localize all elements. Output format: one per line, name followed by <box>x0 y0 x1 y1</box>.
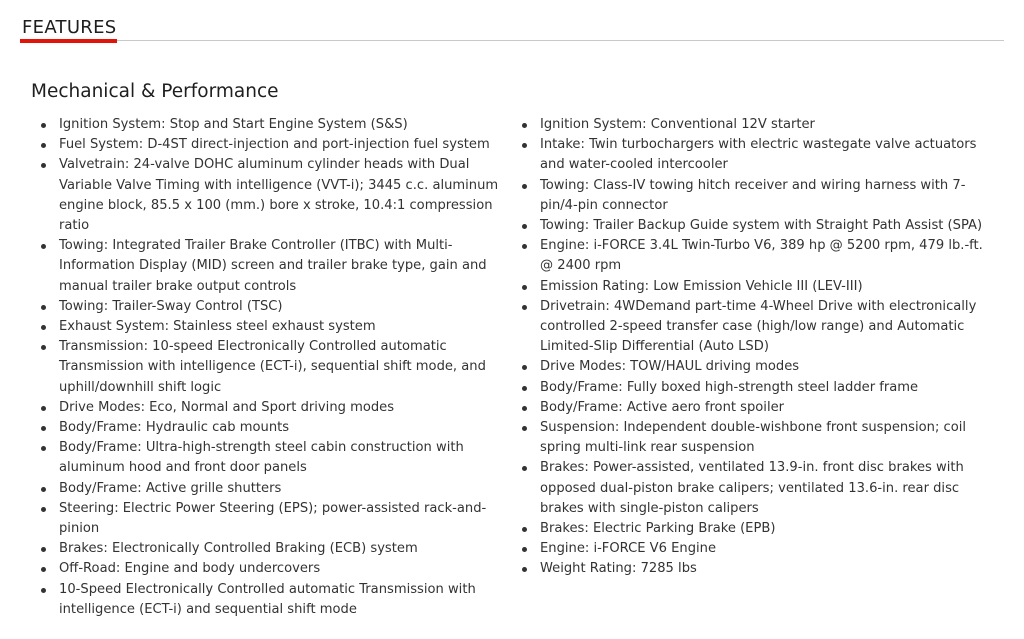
feature-text: Drive Modes: Eco, Normal and Sport driving modes <box>59 399 395 415</box>
bullet-dot-icon <box>41 487 46 492</box>
feature-text: Drive Modes: TOW/HAUL driving modes <box>540 359 800 375</box>
feature-list-item <box>521 297 993 358</box>
feature-text: Fuel System: D-4ST direct-injection and port-injection fuel system <box>59 137 490 153</box>
feature-text: Brakes: Power-assisted, ventilated 13.9-in. front disc brakes with opposed dual-piston brake calipers; ventilated 13.6-in. rear disc brakes with single-piston calipers <box>540 460 964 516</box>
feature-text: 10-Speed Electronically Controlled automatic Transmission with intelligence (ECT-i) and sequential shift mode <box>59 581 476 617</box>
bullet-dot-icon <box>41 123 46 128</box>
bullet-dot-icon <box>41 406 46 411</box>
feature-text: Body/Frame: Active grille shutters <box>59 480 282 496</box>
feature-list-item <box>521 357 993 377</box>
feature-list-item <box>521 277 993 297</box>
feature-list-item <box>40 539 512 559</box>
feature-text: Weight Rating: 7285 lbs <box>540 561 697 577</box>
feature-text: Body/Frame: Fully boxed high-strength steel ladder frame <box>540 379 919 395</box>
bullet-dot-icon <box>41 588 46 593</box>
bullet-dot-icon <box>522 466 527 471</box>
bullet-dot-icon <box>522 567 527 572</box>
feature-text: Brakes: Electric Parking Brake (EPB) <box>540 521 776 537</box>
features-title: FEATURES <box>22 17 117 38</box>
bullet-dot-icon <box>41 143 46 148</box>
feature-list-item <box>521 519 993 539</box>
feature-text: Engine: i-FORCE 3.4L Twin-Turbo V6, 389 hp @ 5200 rpm, 479 lb.-ft. @ 2400 rpm <box>540 238 983 274</box>
bullet-dot-icon <box>522 224 527 229</box>
bullet-dot-icon <box>522 184 527 189</box>
feature-list-item <box>40 236 512 297</box>
bullet-dot-icon <box>41 345 46 350</box>
bullet-dot-icon <box>41 325 46 330</box>
feature-text: Suspension: Independent double-wishbone front suspension; coil spring multi-link rear suspension <box>540 420 967 456</box>
feature-text: Towing: Integrated Trailer Brake Controller (ITBC) with Multi-Information Display (MID) screen and trailer brake type, gain and manual trailer brake output controls <box>59 238 487 294</box>
feature-list-item <box>521 559 993 579</box>
feature-list-item <box>40 155 512 236</box>
bullet-dot-icon <box>522 406 527 411</box>
feature-text: Steering: Electric Power Steering (EPS); power-assisted rack-and-pinion <box>59 500 487 537</box>
feature-text: Off-Road: Engine and body undercovers <box>59 561 321 577</box>
feature-list-item <box>40 418 512 438</box>
feature-list-item <box>521 539 993 559</box>
features-header <box>20 17 1004 46</box>
feature-text: Towing: Trailer-Sway Control (TSC) <box>59 298 283 314</box>
feature-text: Drivetrain: 4WDemand part-time 4-Wheel Drive with electronically controlled 2-speed transfer case (high/low range) and Automatic Limited-Slip Differential (Auto LSD) <box>540 298 977 355</box>
features-list-right <box>521 115 993 580</box>
feature-text: Ignition System: Stop and Start Engine System (S&S) <box>59 117 408 132</box>
feature-list-item <box>521 236 993 276</box>
feature-list-item <box>521 176 993 216</box>
bullet-dot-icon <box>522 123 527 128</box>
feature-text: Towing: Class-IV towing hitch receiver and wiring harness with 7-pin/4-pin connector <box>540 177 966 213</box>
feature-list-item <box>521 418 993 458</box>
feature-list-item <box>521 398 993 418</box>
bullet-dot-icon <box>522 285 527 290</box>
features-list-left <box>40 115 512 620</box>
feature-text: Transmission: 10-speed Electronically Controlled automatic Transmission with intelligence (ECT-i), sequential shift mode, and uphill/downhill shift logic <box>59 339 486 395</box>
bullet-dot-icon <box>522 547 527 552</box>
feature-text: Ignition System: Conventional 12V starter <box>540 117 815 132</box>
feature-list-item <box>521 458 993 519</box>
section-title: Mechanical & Performance <box>31 81 279 102</box>
bullet-dot-icon <box>41 507 46 512</box>
bullet-dot-icon <box>522 527 527 532</box>
bullet-dot-icon <box>41 244 46 249</box>
bullet-dot-icon <box>41 426 46 431</box>
feature-list-item <box>40 297 512 317</box>
bullet-dot-icon <box>41 567 46 572</box>
bullet-dot-icon <box>522 365 527 370</box>
feature-list-item <box>40 559 512 579</box>
feature-text: Towing: Trailer Backup Guide system with Straight Path Assist (SPA) <box>540 218 983 234</box>
bullet-dot-icon <box>522 305 527 310</box>
bullet-dot-icon <box>522 426 527 431</box>
feature-list-item <box>40 398 512 418</box>
feature-list-item <box>521 135 993 175</box>
bullet-dot-icon <box>41 446 46 451</box>
bullet-dot-icon <box>41 547 46 552</box>
bullet-dot-icon <box>41 305 46 310</box>
feature-text: Brakes: Electronically Controlled Braking (ECB) system <box>59 541 418 557</box>
feature-list-item <box>40 438 512 478</box>
feature-list-item <box>521 115 993 135</box>
feature-list-item <box>521 216 993 236</box>
feature-text: Exhaust System: Stainless steel exhaust system <box>59 319 376 335</box>
feature-list-item <box>40 317 512 337</box>
feature-text: Body/Frame: Hydraulic cab mounts <box>59 420 290 436</box>
bullet-dot-icon <box>41 163 46 168</box>
feature-text: Body/Frame: Ultra-high-strength steel cabin construction with aluminum hood and front door panels <box>59 440 464 476</box>
feature-text: Intake: Twin turbochargers with electric wastegate valve actuators and water-cooled intercooler <box>540 137 977 173</box>
feature-text: Valvetrain: 24-valve DOHC aluminum cylinder heads with Dual Variable Valve Timing with intelligence (VVT-i); 3445 c.c. aluminum engine block, 85.5 x 100 (mm.) bore x stroke, 10.4:1 compression ratio <box>59 157 499 234</box>
feature-list-item <box>40 479 512 499</box>
bullet-dot-icon <box>522 386 527 391</box>
feature-list-item <box>40 337 512 398</box>
header-divider <box>20 40 1004 41</box>
feature-list-item <box>40 135 512 155</box>
feature-text: Body/Frame: Active aero front spoiler <box>540 399 785 415</box>
feature-list-item <box>40 499 512 539</box>
feature-text: Emission Rating: Low Emission Vehicle III (LEV-III) <box>540 278 863 294</box>
bullet-dot-icon <box>522 143 527 148</box>
feature-list-item <box>521 378 993 398</box>
header-accent-bar <box>20 39 117 43</box>
feature-list-item <box>40 115 512 135</box>
bullet-dot-icon <box>522 244 527 249</box>
feature-list-item <box>40 580 512 620</box>
feature-text: Engine: i-FORCE V6 Engine <box>540 541 716 557</box>
